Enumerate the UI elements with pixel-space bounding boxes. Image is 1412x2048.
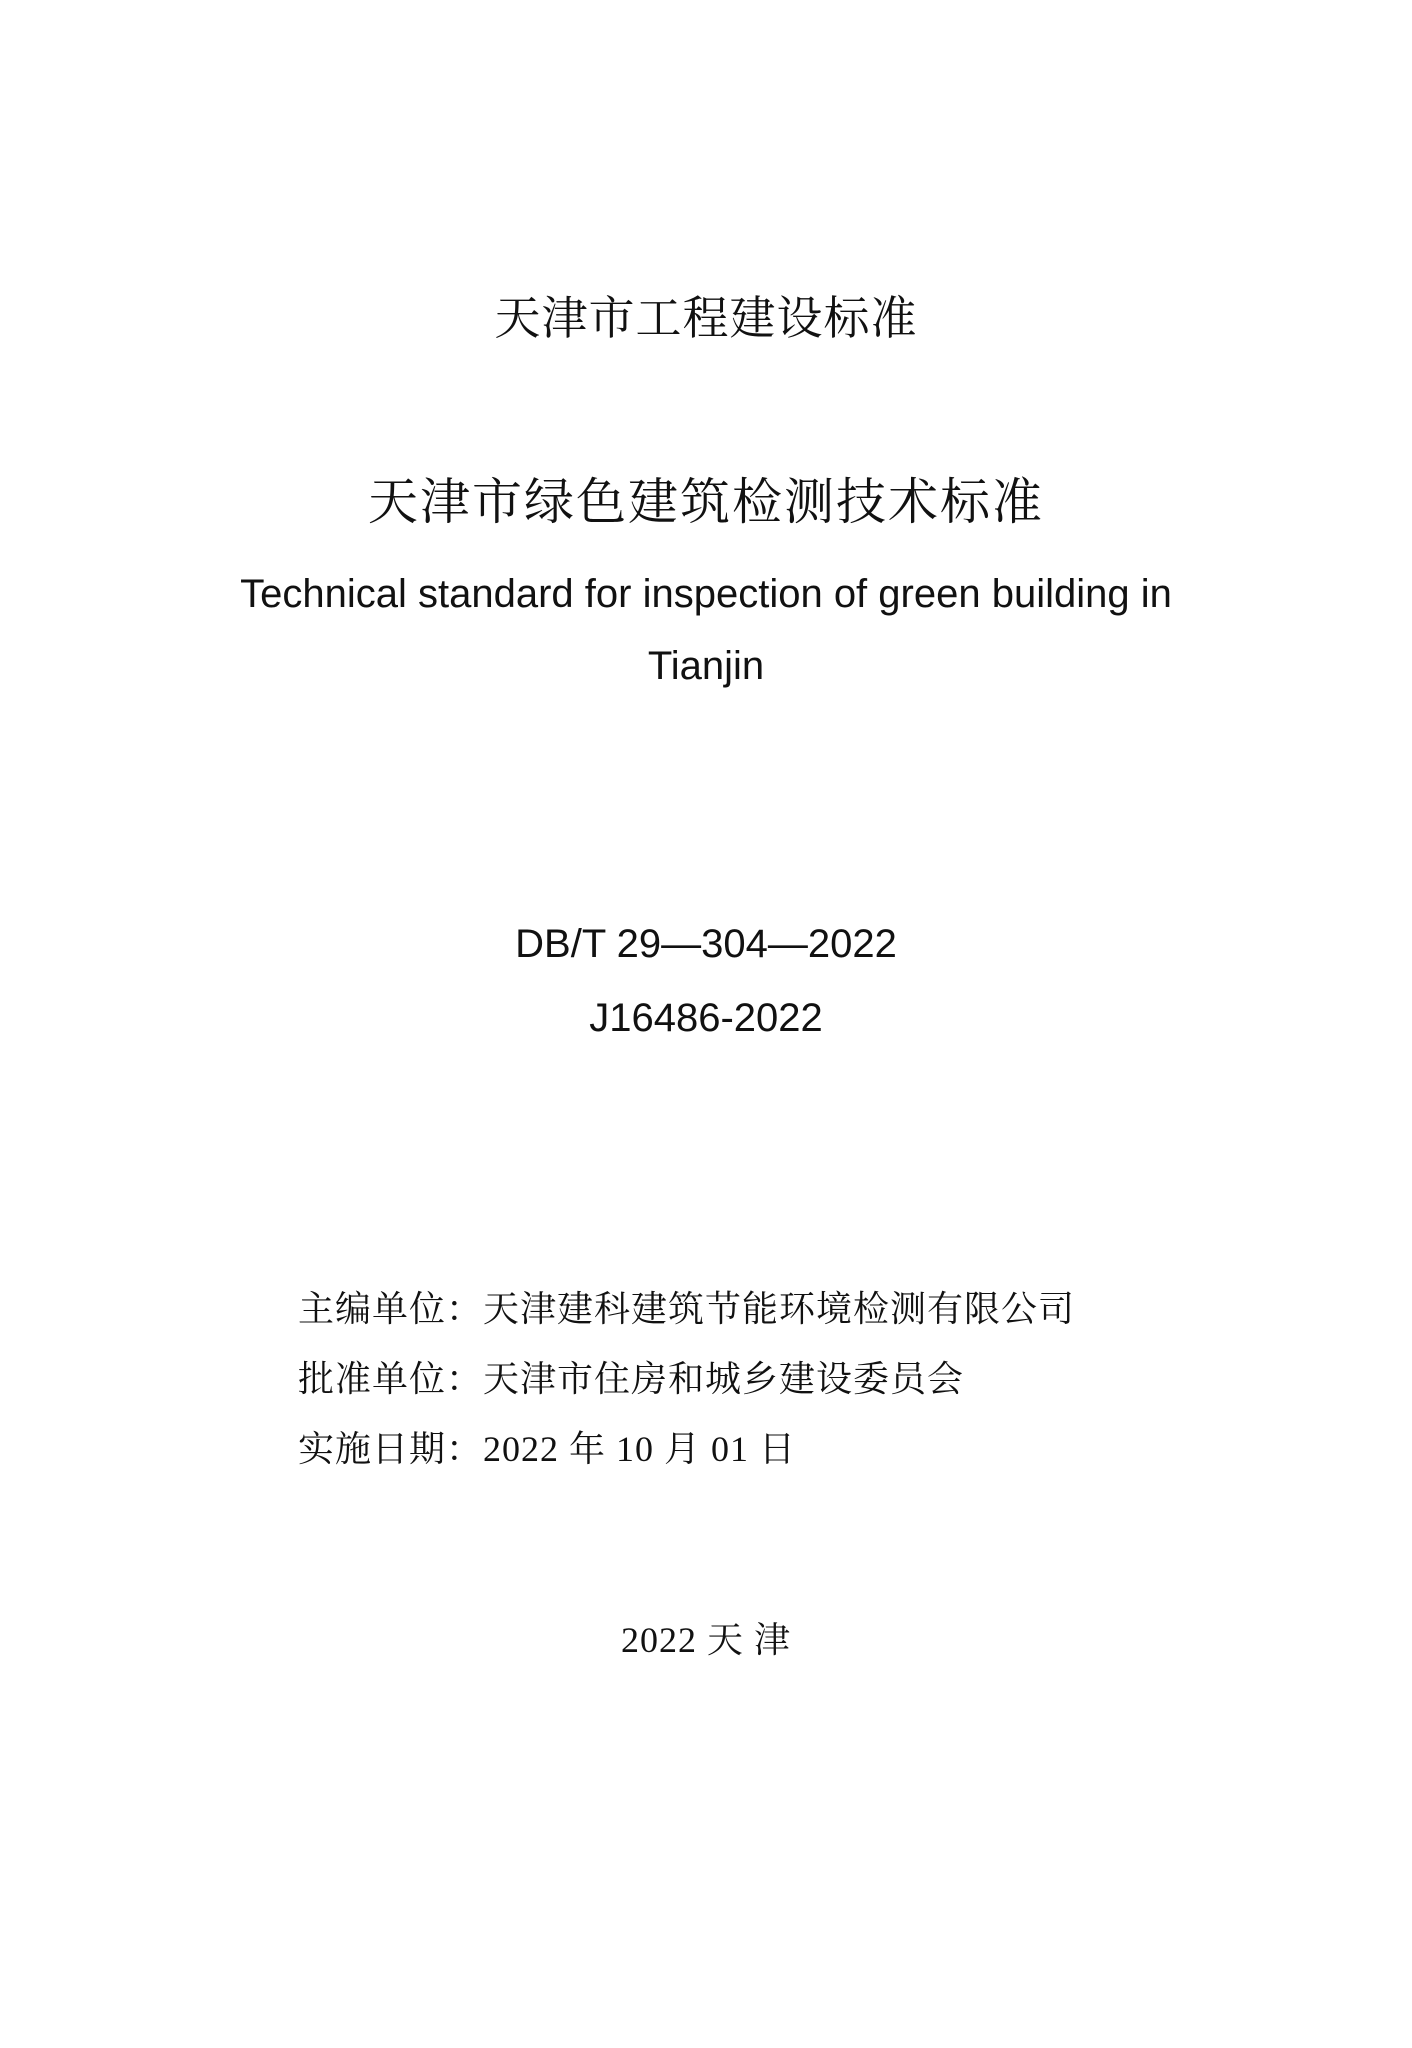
record-number: J16486-2022 bbox=[589, 996, 823, 1040]
info-block bbox=[298, 1274, 1075, 1484]
editor-label: 主编单位： bbox=[298, 1289, 484, 1329]
editor-value: 天津建科建筑节能环境检测有限公司 bbox=[483, 1289, 1076, 1329]
document-title-chinese: 天津市绿色建筑检测技术标准 bbox=[368, 473, 1044, 531]
footer-place: 天 津 bbox=[706, 1620, 791, 1660]
document-title-english-line2: Tianjin bbox=[647, 644, 765, 688]
date-row bbox=[298, 1414, 1075, 1484]
document-title-english-line1: Technical standard for inspection of green building in bbox=[240, 572, 1172, 616]
editor-row bbox=[298, 1274, 1075, 1344]
approver-value: 天津市住房和城乡建设委员会 bbox=[483, 1359, 965, 1399]
approver-label: 批准单位： bbox=[298, 1359, 484, 1399]
footer-year: 2022 bbox=[620, 1620, 697, 1660]
approver-row bbox=[298, 1344, 1075, 1414]
date-value: 2022 年 10 月 01 日 bbox=[483, 1429, 797, 1469]
date-label: 实施日期： bbox=[298, 1429, 484, 1469]
standard-number: DB/T 29—304—2022 bbox=[515, 922, 897, 966]
series-title: 天津市工程建设标准 bbox=[494, 291, 918, 345]
footer-line bbox=[0, 1612, 1412, 1663]
